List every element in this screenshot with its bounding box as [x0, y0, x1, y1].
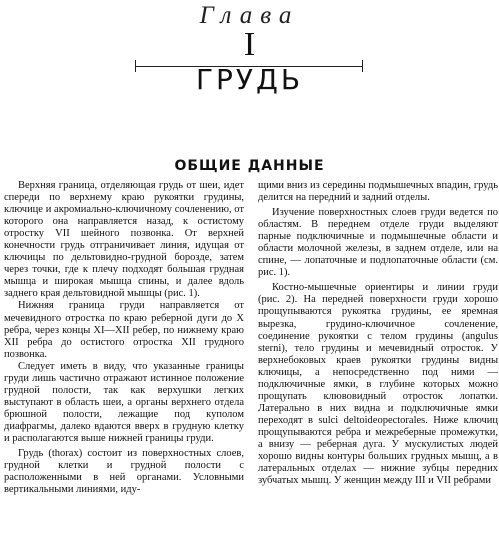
- section-heading: ОБЩИЕ ДАННЫЕ: [174, 158, 325, 174]
- paragraph: Нижняя граница груди направляется от мечевидного отростка по краю реберной дуги до X ребра, через концы XI—XII ребер, по нижнему краю XII ребра до остистого отростка XII грудного позвонка.: [4, 300, 244, 360]
- paragraph: Верхняя граница, отделяющая грудь от шеи, идет спереди по верхнему краю рукоятки грудины, ключице и акромиально-ключичному сочленению, от которого она направляется назад, к остистому отростку VII шейного позвонка. От верхней конечности грудь отграничивает линия, идущая от ключицы по дельтовидно-грудной борозде, затем через точки, где к плечу подходят большая грудная мышца и широкая мышца спины, и далее вдоль заднего края дельтовидной мышцы (рис. 1).: [4, 180, 244, 300]
- paragraph: Изучение поверхностных слоев груди ведется по областям. В переднем отделе груди выделяют парные подключичные и подмышечные области и области молочной железы, в заднем отделе, или на спине, — лопаточные и подлопаточные области (см. рис. 1).: [258, 207, 498, 279]
- chapter-number: I: [243, 26, 256, 63]
- right-column: [258, 180, 498, 487]
- chapter-title: ГРУДЬ: [195, 63, 304, 96]
- paragraph-continuation: щими вниз из середины подмышечных впадин, грудь делится на передний и задний отделы.: [258, 180, 498, 204]
- left-column: [4, 180, 244, 496]
- paragraph: Следует иметь в виду, что указанные границы груди лишь частично отражают истинное положение грудной полости, так как верхушки легких выступают в область шеи, а органы верхнего отдела брюшной полости, лежащие под куполом диафрагмы, далеко вдаются вверх в грудную клетку и располагаются выше нижней границы груди.: [4, 360, 244, 444]
- paragraph: Костно-мышечные ориентиры и линии груди (рис. 2). На передней поверхности груди хорошо прощупываются рукоятка грудины, ее яремная вырезка, грудино-ключичное сочленение, соединение рукоятки с телом грудины (angulus sterni), тело грудины и мечевидный отросток. У верхнебоковых краев рукоятки грудины видны ключицы, а непосредственно под ними — подключичные ямки, в глубине которых можно прощупать клювовидный отросток лопатки. Латерально в них видна и подключичные ямки переходят в sulci deltoideopectorales. Ниже ключиц прощупываются ребра и межреберные промежутки, а внизу — реберная дуга. У мускулистых людей хорошо видны контуры больших грудных мышц, а в латеральных отделах — нижние зубцы передних зубчатых мышц. У женщин между III и VII ребрами: [258, 282, 498, 487]
- paragraph: Грудь (thorax) состоит из поверхностных слоев, грудной клетки и грудной полости с расположенными в ней органами. Условными вертикальными линиями, иду-: [4, 448, 244, 496]
- chapter-label: Глава: [199, 2, 300, 29]
